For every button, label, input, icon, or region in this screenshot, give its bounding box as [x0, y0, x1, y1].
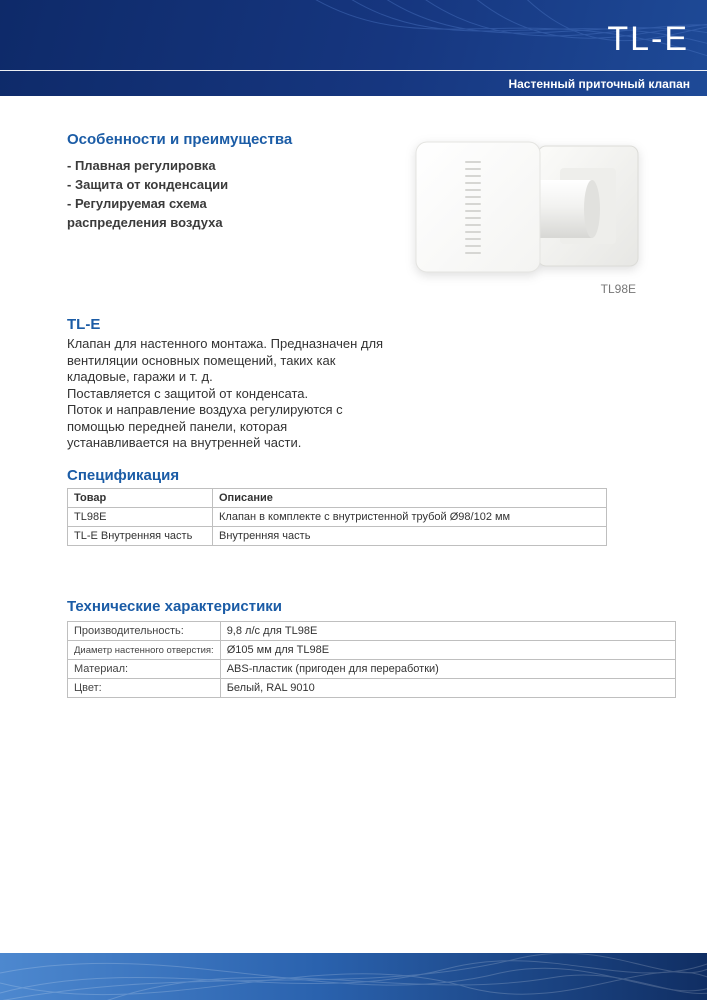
technical-heading: Технические характеристики — [67, 598, 283, 615]
technical-table — [67, 621, 676, 698]
description-text — [67, 336, 385, 452]
table-row — [68, 508, 607, 527]
cell-value: Ø105 мм для TL98E — [220, 641, 675, 660]
column-header-product: Товар — [68, 489, 213, 508]
description-paragraph: Клапан для настенного монтажа. Предназначен для вентиляции основных помещений, таких как кладовые, гаражи и т. д. — [67, 336, 384, 384]
table-row — [68, 679, 676, 698]
feature-item: - Плавная регулировка — [67, 158, 216, 173]
cell-value: Белый, RAL 9010 — [220, 679, 675, 698]
page-subtitle: Настенный приточный клапан — [508, 77, 690, 91]
cell-description: Клапан в комплекте с внутристенной трубой Ø98/102 мм — [213, 508, 607, 527]
header-divider — [0, 70, 707, 71]
features-heading: Особенности и преимущества — [67, 131, 293, 148]
cell-label: Цвет: — [68, 679, 221, 698]
page-title: TL-E — [607, 20, 689, 58]
features-list — [67, 156, 299, 232]
table-row — [68, 660, 676, 679]
cell-value: ABS-пластик (пригоден для переработки) — [220, 660, 675, 679]
column-header-description: Описание — [213, 489, 607, 508]
specification-heading: Спецификация — [67, 467, 180, 484]
cell-product: TL98E — [68, 508, 213, 527]
table-row — [68, 641, 676, 660]
cell-value: 9,8 л/с для TL98E — [220, 622, 675, 641]
specification-table — [67, 488, 607, 546]
feature-item: - Защита от конденсации — [67, 177, 229, 192]
page-header — [0, 0, 707, 96]
feature-item: - Регулируемая схема распределения воздуха — [67, 196, 223, 230]
table-header-row — [68, 489, 607, 508]
description-paragraph: Поставляется с защитой от конденсата. — [67, 385, 309, 401]
footer-wave-decoration — [0, 953, 707, 1000]
product-image — [408, 138, 646, 296]
cell-label: Производительность: — [68, 622, 221, 641]
table-row — [68, 622, 676, 641]
cell-label: Материал: — [68, 660, 221, 679]
cell-description: Внутренняя часть — [213, 527, 607, 546]
description-heading: TL-E — [67, 316, 101, 333]
product-image-caption: TL98E — [600, 282, 636, 296]
cell-product: TL-E Внутренняя часть — [68, 527, 213, 546]
table-row — [68, 527, 607, 546]
cell-label: Диаметр настенного отверстия: — [68, 641, 221, 660]
page-footer — [0, 953, 707, 1000]
valve-illustration — [408, 138, 646, 283]
description-paragraph: Поток и направление воздуха регулируются с помощью передней панели, которая устанавливается на внутренней части. — [67, 402, 343, 450]
